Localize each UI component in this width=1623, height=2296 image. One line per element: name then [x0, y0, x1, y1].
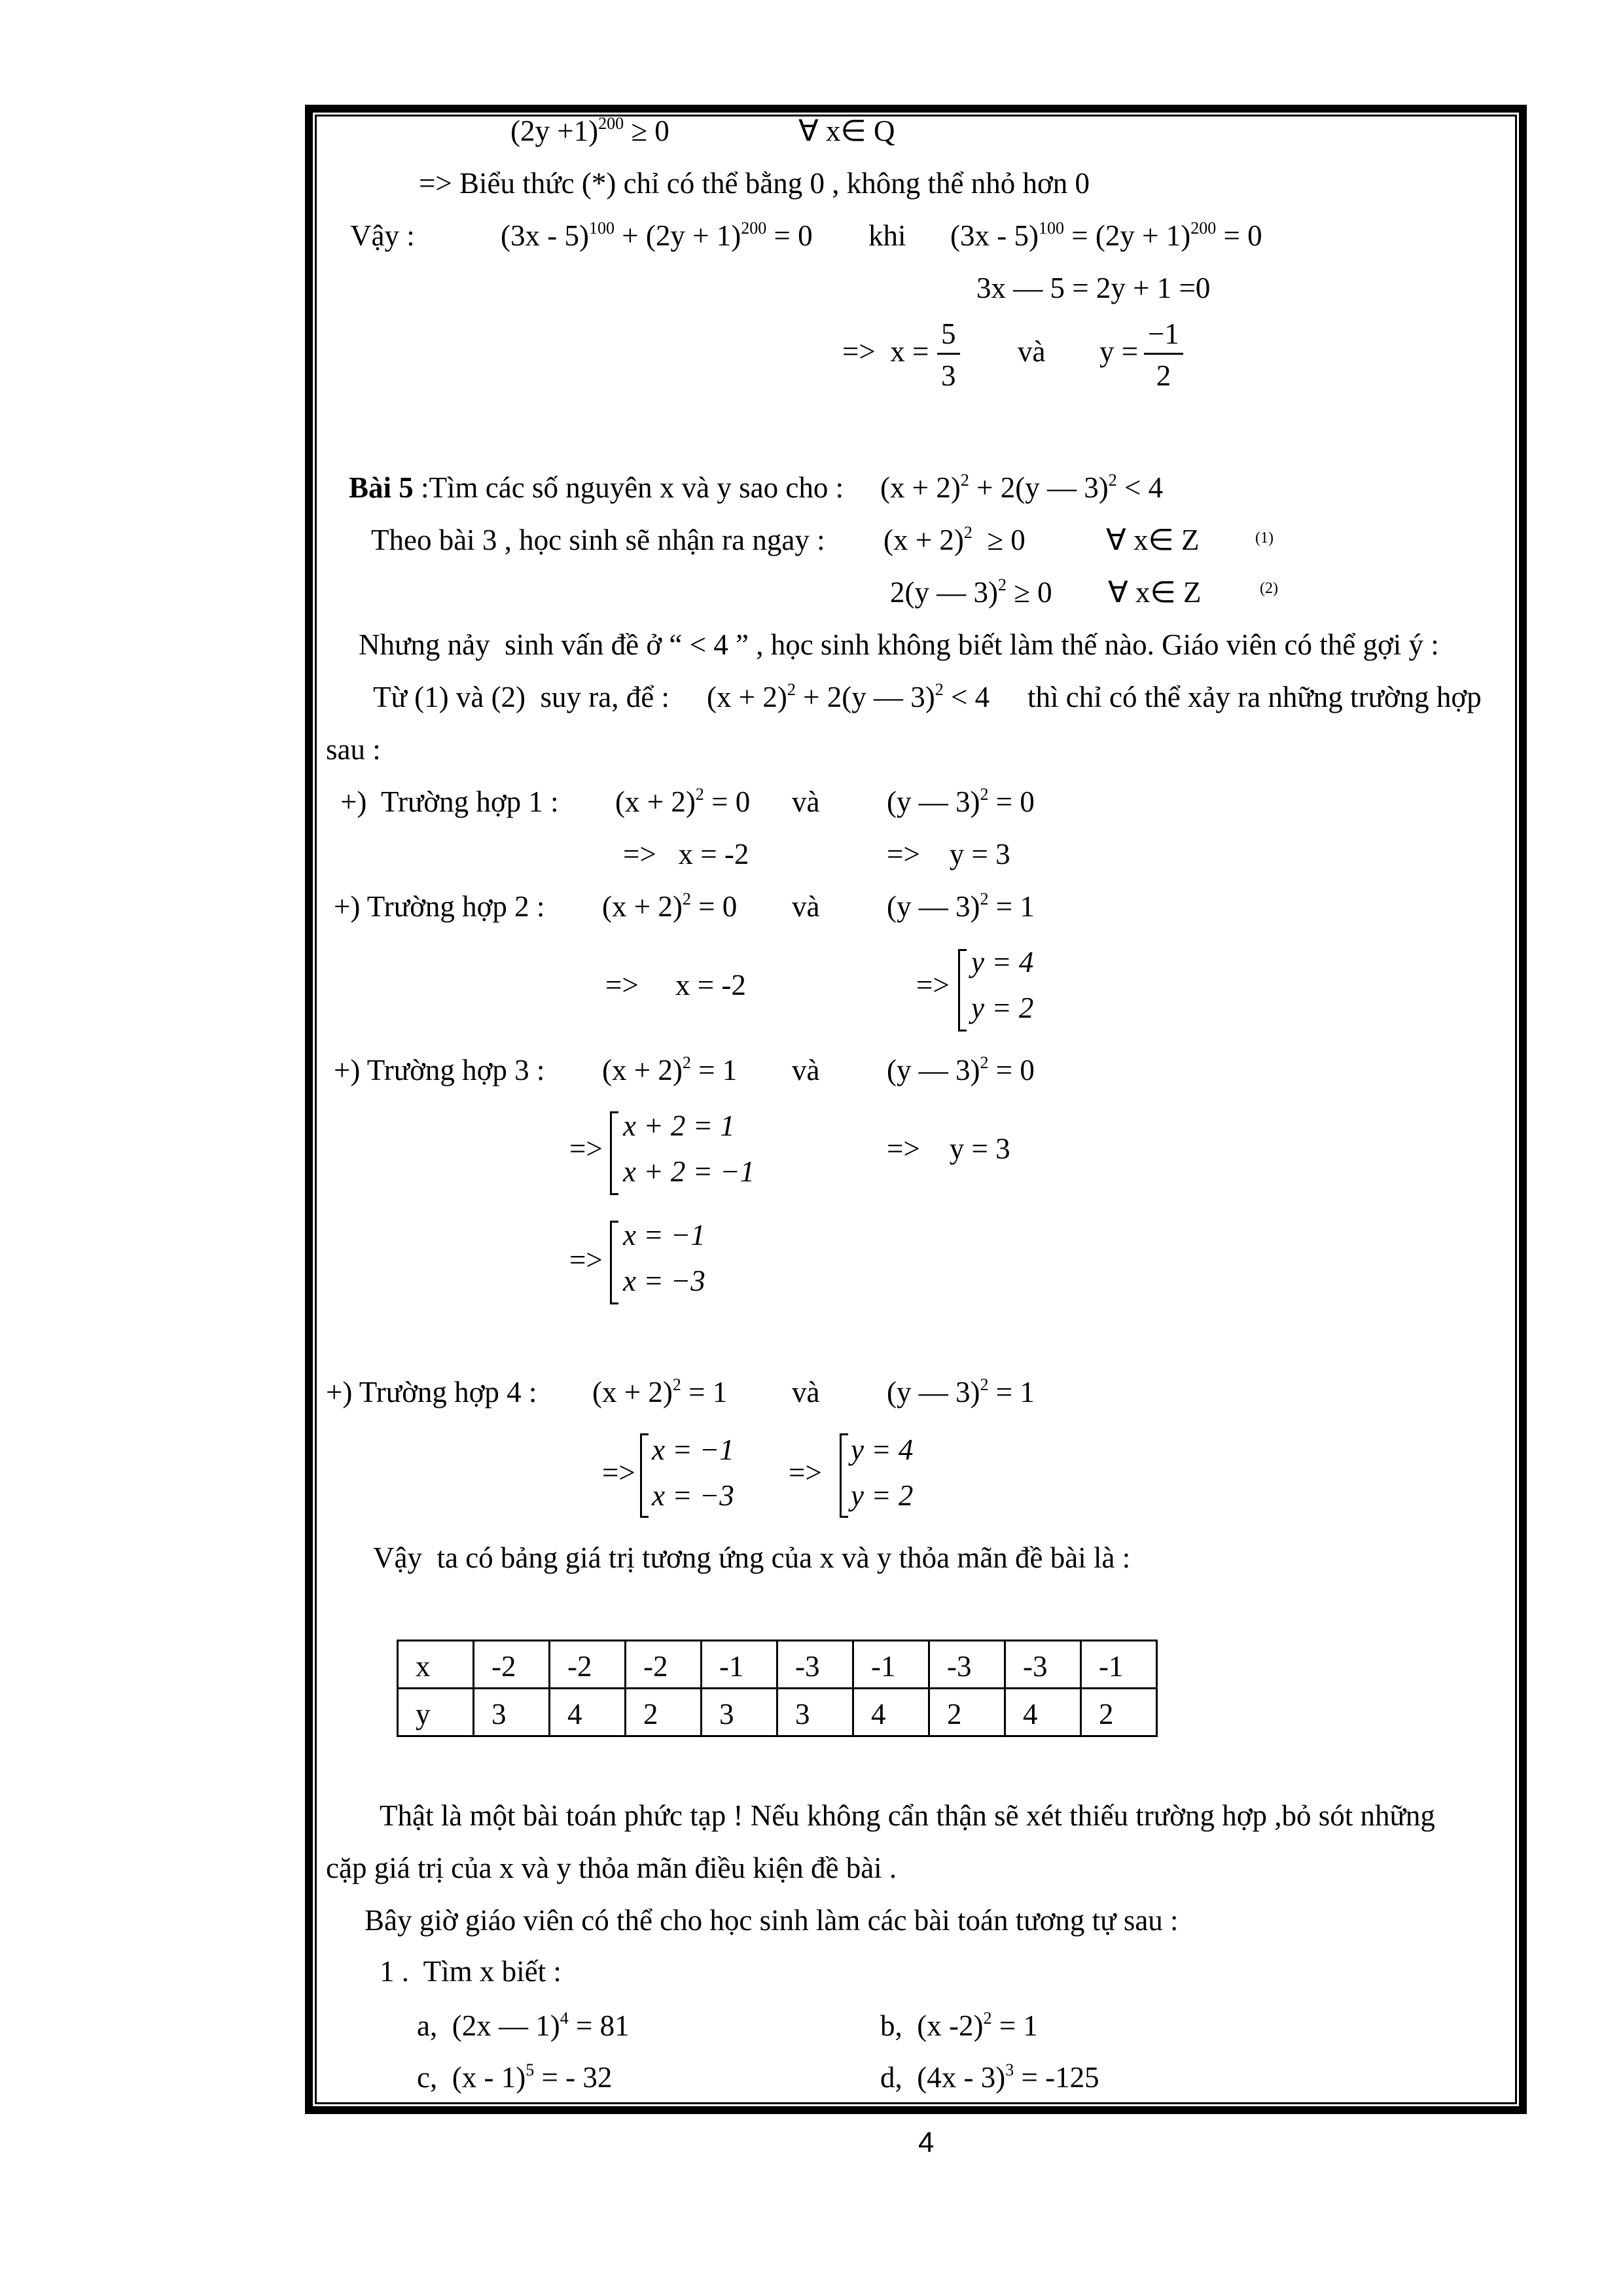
table-cell-value: 4 — [871, 1698, 886, 1731]
fraction-x: $\frac{5}{3}$ — [937, 319, 960, 391]
table-cell — [777, 1689, 853, 1736]
case-3-x-bracket — [610, 1111, 618, 1195]
sum-equation: $(3x - 5)^{100} + (2y + 1)^{200} = 0$ — [501, 219, 813, 252]
table-cell — [1081, 1641, 1157, 1689]
case-1-x-eq: $(x + 2)^2 = 0$ — [615, 785, 751, 818]
case-2-y-option-2: y = 2 — [971, 992, 1034, 1024]
table-cell-value: 2 — [1099, 1698, 1114, 1731]
table-cell-value: -2 — [491, 1650, 516, 1683]
bai5-condition: $(x + 2)^2 + 2(y$ — 3)$^2$ < 4 — [880, 471, 1164, 504]
table-cell — [853, 1641, 929, 1689]
result-y-label: y = — [1099, 335, 1139, 368]
case-2-and: và — [792, 890, 820, 923]
case-1-x-result: => x = -2 — [623, 838, 749, 870]
exercise-1-title: 1 . Tìm x biết : — [380, 1955, 562, 1988]
page-number: 4 — [918, 2126, 935, 2159]
table-row-x — [398, 1641, 1157, 1689]
problem-statement: Nhưng nảy sinh vấn đề ở “ < 4 ” , học sinh không biết làm thế nào. Giáo viên có thể gợi ý : — [359, 628, 1439, 661]
table-cell-value: 3 — [719, 1698, 734, 1731]
expression-conclusion: => Biểu thức (*) chỉ có thể bằng 0 , không thể nhỏ hơn 0 — [419, 167, 1090, 200]
label-2: (2) — [1260, 580, 1278, 597]
conclusion-line-1: Thật là một bài toán phức tạp ! Nếu không cẩn thận sẽ xét thiếu trường hợp ,bỏ sót những — [380, 1799, 1435, 1832]
table-cell-value: x — [416, 1650, 431, 1683]
table-cell — [626, 1689, 702, 1736]
case-3-x2-option-1: x = −1 — [623, 1219, 705, 1251]
table-cell — [1005, 1689, 1081, 1736]
table-cell — [929, 1689, 1005, 1736]
exercise-c: c, (x - 1)$^5$ = - 32 — [417, 2060, 613, 2094]
table-cell — [474, 1641, 550, 1689]
case-2-y-eq: (y — 3)$^2$ = 1 — [887, 889, 1035, 923]
label-1: (1) — [1255, 529, 1274, 547]
case-4-and: và — [792, 1376, 820, 1408]
case-3-x-option-2: x + 2 = −1 — [623, 1155, 755, 1188]
case-2-x-eq: $(x + 2)^2 = 0$ — [602, 889, 738, 923]
case-4-x-option-2: x = −3 — [652, 1479, 734, 1512]
table-cell-value: -1 — [1099, 1650, 1124, 1683]
case-3-y-eq: (y — 3)$^2$ = 0 — [887, 1053, 1035, 1086]
table-cell-value: 2 — [947, 1698, 962, 1731]
case-1-label: +) Trường hợp 1 : — [340, 785, 559, 818]
case-4-x-option-1: x = −1 — [652, 1433, 734, 1466]
case-3-x-arrow-2: => — [569, 1244, 603, 1276]
case-2-label: +) Trường hợp 2 : — [334, 890, 545, 923]
case-2-x-result: => x = -2 — [605, 969, 746, 1001]
tu-1-2-condition: $(x + 2)^2 + 2(y$ — 3)$^2$ < 4 — [707, 680, 990, 713]
inequality-2: 2(y — 3)$^2$ ≥ 0 — [890, 575, 1052, 609]
table-cell-value: 4 — [567, 1698, 582, 1731]
vay-label: Vậy : — [350, 219, 415, 252]
quantifier-x-in-q: ∀ x∈ Q — [798, 115, 895, 147]
case-4-x-arrow: => — [602, 1456, 635, 1489]
table-cell-value: -2 — [567, 1650, 592, 1683]
case-3-x2-option-2: x = −3 — [623, 1265, 705, 1297]
table-row-header — [398, 1689, 474, 1736]
table-cell — [702, 1641, 777, 1689]
table-cell-value: y — [416, 1698, 431, 1731]
table-cell-value: -2 — [643, 1650, 668, 1683]
tu-1-2-post: thì chỉ có thể xảy ra những trường hợp — [1027, 681, 1482, 713]
case-2-y-arrow: => — [916, 969, 950, 1001]
table-row-y — [398, 1689, 1157, 1736]
table-cell-value: -1 — [719, 1650, 744, 1683]
fraction-y: $\frac{-1}{2}$ — [1144, 319, 1183, 391]
table-cell-value: -3 — [947, 1650, 972, 1683]
table-cell — [1005, 1641, 1081, 1689]
exercise-d: d, (4x - 3)$^3$ = -125 — [880, 2060, 1099, 2094]
table-cell — [1081, 1689, 1157, 1736]
case-3-x-eq: $(x + 2)^2 = 1$ — [602, 1053, 738, 1086]
table-cell — [550, 1689, 626, 1736]
case-4-y-arrow: => — [789, 1456, 822, 1489]
case-2-y-bracket — [958, 949, 967, 1031]
table-cell-value: -3 — [795, 1650, 820, 1683]
conclusion-line-2: cặp giá trị của x và y thỏa mãn điều kiện đề bài . — [326, 1852, 897, 1884]
case-4-x-bracket — [640, 1433, 649, 1518]
case-3-x-option-1: x + 2 = 1 — [623, 1109, 735, 1142]
quantifier-2: ∀ x∈ Z — [1108, 576, 1202, 609]
case-3-y-result: => y = 3 — [887, 1132, 1010, 1165]
table-cell — [626, 1641, 702, 1689]
case-4-y-bracket — [840, 1433, 848, 1518]
and-label: và — [1018, 335, 1046, 368]
case-3-label: +) Trường hợp 3 : — [334, 1054, 545, 1086]
case-4-y-option-2: y = 2 — [851, 1479, 914, 1512]
result-arrow-x: => x = — [842, 335, 929, 368]
khi-label: khi — [868, 219, 906, 252]
table-row-header — [398, 1641, 474, 1689]
sau-label: sau : — [326, 733, 381, 766]
table-intro: Vậy ta có bảng giá trị tương ứng của x và y thỏa mãn đề bài là : — [373, 1541, 1131, 1574]
table-cell-value: 2 — [643, 1698, 658, 1731]
table-cell-value: 3 — [491, 1698, 507, 1731]
case-3-x-bracket-2 — [610, 1221, 618, 1304]
table-cell — [474, 1689, 550, 1736]
table-cell-value: 4 — [1023, 1698, 1038, 1731]
case-3-x-arrow: => — [569, 1132, 603, 1165]
linear-equation-chain: 3x — 5 = 2y + 1 =0 — [976, 272, 1211, 304]
table-cell — [853, 1689, 929, 1736]
equality-chain: $(3x - 5)^{100} = (2y + 1)^{200} = 0$ — [950, 219, 1262, 252]
table-cell — [702, 1689, 777, 1736]
exercise-b: b, (x -2)$^2$ = 1 — [880, 2009, 1038, 2042]
quantifier-1: ∀ x∈ Z — [1106, 524, 1200, 556]
table-cell-value: -3 — [1023, 1650, 1048, 1683]
table-cell — [777, 1641, 853, 1689]
practice-intro: Bây giờ giáo viên có thể cho học sinh làm các bài toán tương tự sau : — [365, 1904, 1179, 1937]
case-4-y-eq: (y — 3)$^2$ = 1 — [887, 1375, 1035, 1408]
table-cell-value: 3 — [795, 1698, 810, 1731]
table-cell-value: -1 — [871, 1650, 896, 1683]
case-1-y-eq: (y — 3)$^2$ = 0 — [887, 785, 1035, 818]
table-cell — [929, 1641, 1005, 1689]
inequality-2y-plus-1: $(2y +1)^{200} \ge 0$ — [510, 114, 669, 147]
theo-bai3-text: Theo bài 3 , học sinh sẽ nhận ra ngay : — [371, 524, 825, 556]
table-cell — [550, 1641, 626, 1689]
bai5-heading: Bài 5 :Tìm các số nguyên x và y sao cho : — [349, 471, 844, 504]
case-4-label: +) Trường hợp 4 : — [326, 1376, 537, 1408]
case-2-y-option-1: y = 4 — [971, 946, 1034, 978]
values-table — [397, 1640, 1158, 1737]
inequality-1: $(x + 2)^2 \ge 0$ — [883, 523, 1026, 556]
case-4-x-eq: $(x + 2)^2 = 1$ — [592, 1375, 728, 1408]
case-1-and: và — [792, 785, 820, 818]
tu-1-2-pre: Từ (1) và (2) suy ra, để : — [373, 681, 669, 713]
exercise-a: a, (2x — 1)$^4$ = 81 — [417, 2009, 630, 2042]
case-3-and: và — [792, 1054, 820, 1086]
case-1-y-result: => y = 3 — [887, 838, 1010, 870]
case-4-y-option-1: y = 4 — [851, 1433, 914, 1466]
